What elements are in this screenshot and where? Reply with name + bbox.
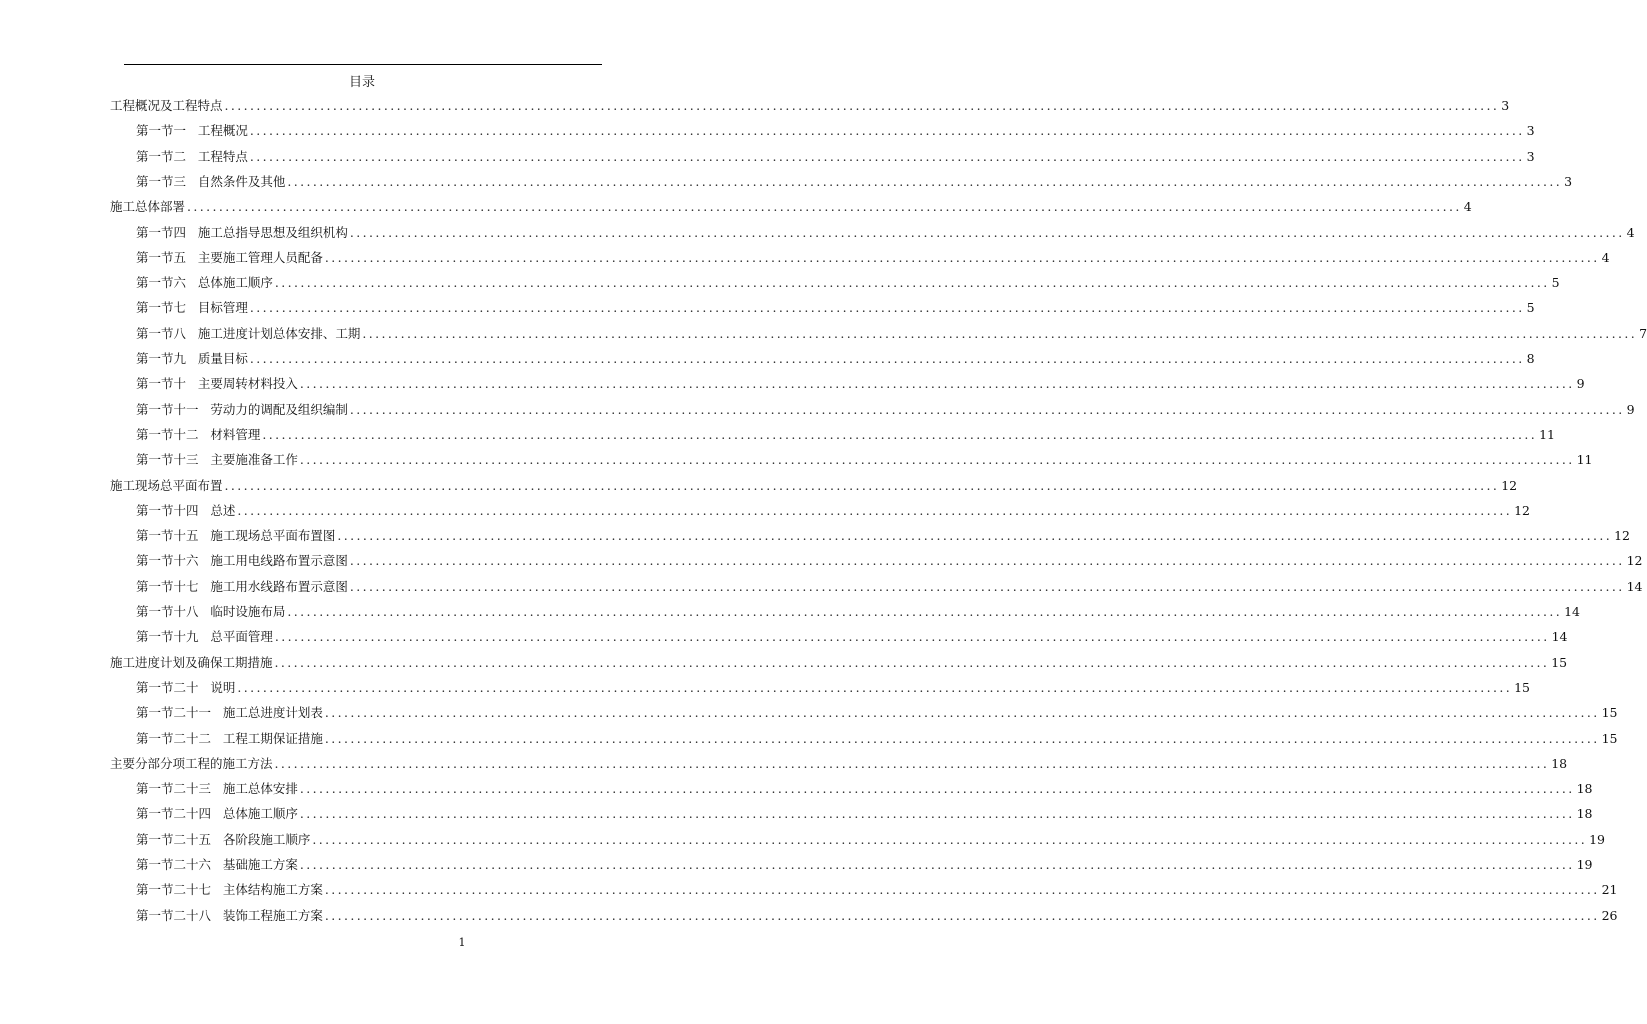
toc-section-entry[interactable] bbox=[136, 394, 1635, 418]
toc-section-entry[interactable] bbox=[136, 723, 1618, 747]
toc-dot-leader: ........................................................................................................................................................................................................ bbox=[249, 300, 1525, 316]
toc-entry-label: 第一节二十 说明 bbox=[136, 679, 236, 695]
toc-dot-leader: ........................................................................................................................................................................................................ bbox=[274, 275, 1550, 291]
toc-dot-leader: ........................................................................................................................................................................................................ bbox=[324, 730, 1600, 746]
toc-entry-label: 第一节十六 施工用电线路布置示意图 bbox=[136, 553, 348, 569]
toc-entry-page: 7 bbox=[1639, 325, 1647, 341]
toc-entry-page: 15 bbox=[1601, 730, 1618, 746]
toc-entry-page: 8 bbox=[1526, 351, 1535, 366]
toc-entry-label: 第一节十五 施工现场总平面布置图 bbox=[136, 528, 336, 544]
toc-entry-label: 第一节一 工程概况 bbox=[136, 123, 248, 139]
header-rule bbox=[124, 64, 602, 65]
toc-dot-leader: ........................................................................................................................................................................................................ bbox=[349, 401, 1625, 417]
toc-entry-page: 14 bbox=[1551, 629, 1568, 645]
toc-entry-label: 第一节十一 劳动力的调配及组织编制 bbox=[136, 401, 348, 417]
toc-entry-page: 11 bbox=[1539, 426, 1556, 442]
toc-section-entry[interactable] bbox=[136, 773, 1593, 797]
toc-entry-label: 工程概况及工程特点 bbox=[110, 98, 223, 113]
toc-dot-leader: ........................................................................................................................................................................................................ bbox=[287, 173, 1563, 189]
toc-entry-page: 4 bbox=[1601, 249, 1610, 265]
toc-entry-page: 3 bbox=[1526, 148, 1535, 164]
toc-entry-page: 3 bbox=[1501, 98, 1510, 113]
page-number: 1 bbox=[458, 936, 466, 949]
toc-entry-label: 第一节十七 施工用水线路布置示意图 bbox=[136, 578, 348, 594]
toc-section-entry[interactable] bbox=[136, 318, 1647, 342]
toc-entry-label: 第一节九 质量目标 bbox=[136, 351, 248, 366]
toc-section-entry[interactable] bbox=[136, 621, 1568, 645]
toc-entry-page: 19 bbox=[1589, 831, 1606, 847]
toc-dot-leader: ........................................................................................................................................................................................................ bbox=[299, 452, 1575, 468]
toc-entry-page: 18 bbox=[1576, 806, 1593, 822]
toc-section-entry[interactable] bbox=[136, 242, 1610, 266]
toc-dot-leader: ........................................................................................................................................................................................................ bbox=[224, 98, 1500, 113]
toc-entry-label: 第一节二十七 主体结构施工方案 bbox=[136, 882, 323, 898]
toc-section-entry[interactable] bbox=[136, 596, 1581, 620]
toc-section-entry[interactable] bbox=[136, 419, 1556, 443]
toc-entry-page: 9 bbox=[1576, 376, 1585, 392]
toc-entry-page: 3 bbox=[1526, 123, 1535, 139]
toc-section-entry[interactable] bbox=[136, 115, 1535, 139]
toc-dot-leader: ........................................................................................................................................................................................................ bbox=[237, 502, 1513, 518]
toc-dot-leader: ........................................................................................................................................................................................................ bbox=[324, 907, 1600, 923]
toc-entry-page: 18 bbox=[1551, 755, 1568, 771]
toc-entry-page: 19 bbox=[1576, 857, 1593, 872]
toc-dot-leader: ........................................................................................................................................................................................................ bbox=[362, 325, 1638, 341]
toc-dot-leader: ........................................................................................................................................................................................................ bbox=[224, 477, 1500, 493]
toc-dot-leader: ........................................................................................................................................................................................................ bbox=[324, 249, 1600, 265]
toc-section-entry[interactable] bbox=[136, 343, 1535, 367]
toc-entry-page: 12 bbox=[1614, 528, 1631, 544]
toc-dot-leader: ........................................................................................................................................................................................................ bbox=[287, 604, 1563, 619]
toc-entry-label: 第一节八 施工进度计划总体安排、工期 bbox=[136, 325, 361, 341]
toc-dot-leader: ........................................................................................................................................................................................................ bbox=[262, 426, 1538, 442]
toc-entry-label: 第一节十三 主要施准备工作 bbox=[136, 452, 298, 468]
toc-section-entry[interactable] bbox=[136, 545, 1643, 569]
toc-entry-page: 18 bbox=[1576, 781, 1593, 797]
toc-dot-leader: ........................................................................................................................................................................................................ bbox=[299, 781, 1575, 797]
toc-entry-label: 第一节十八 临时设施布局 bbox=[136, 604, 286, 619]
toc-section-entry[interactable] bbox=[136, 166, 1573, 190]
toc-entry-page: 9 bbox=[1626, 401, 1635, 417]
toc-entry-label: 第一节五 主要施工管理人员配备 bbox=[136, 249, 323, 265]
toc-section-entry[interactable] bbox=[136, 444, 1593, 468]
toc-dot-leader: ........................................................................................................................................................................................................ bbox=[337, 528, 1613, 544]
toc-entry-label: 第一节二 工程特点 bbox=[136, 148, 248, 164]
toc-entry-label: 第一节二十八 装饰工程施工方案 bbox=[136, 907, 323, 923]
toc-entry-page: 15 bbox=[1551, 654, 1568, 670]
toc-section-entry[interactable] bbox=[136, 267, 1560, 291]
toc-entry-page: 21 bbox=[1601, 882, 1618, 898]
toc-section-entry[interactable] bbox=[136, 217, 1635, 241]
toc-entry-label: 第一节十四 总述 bbox=[136, 502, 236, 518]
toc-dot-leader: ........................................................................................................................................................................................................ bbox=[274, 755, 1550, 771]
toc-entry-label: 施工总体部署 bbox=[110, 199, 186, 215]
toc-entry-label: 第一节十 主要周转材料投入 bbox=[136, 376, 298, 392]
toc-dot-leader: ........................................................................................................................................................................................................ bbox=[349, 578, 1625, 594]
toc-entry-page: 5 bbox=[1526, 300, 1535, 316]
toc-section-entry[interactable] bbox=[136, 571, 1643, 595]
toc-section-entry[interactable] bbox=[136, 849, 1593, 873]
toc-entry-page: 12 bbox=[1626, 553, 1643, 569]
toc-entry-label: 第一节二十六 基础施工方案 bbox=[136, 857, 298, 872]
toc-entry-page: 11 bbox=[1576, 452, 1593, 468]
toc-chapter-entry[interactable] bbox=[110, 191, 1472, 215]
toc-entry-page: 14 bbox=[1564, 604, 1581, 619]
toc-dot-leader: ........................................................................................................................................................................................................ bbox=[249, 123, 1525, 139]
toc-section-entry[interactable] bbox=[136, 495, 1531, 519]
toc-entry-label: 施工进度计划及确保工期措施 bbox=[110, 654, 273, 670]
toc-entry-page: 15 bbox=[1601, 705, 1618, 721]
toc-entry-page: 12 bbox=[1501, 477, 1518, 493]
toc-entry-label: 第一节三 自然条件及其他 bbox=[136, 173, 286, 189]
toc-dot-leader: ........................................................................................................................................................................................................ bbox=[324, 882, 1600, 898]
toc-dot-leader: ........................................................................................................................................................................................................ bbox=[299, 806, 1575, 822]
toc-entry-label: 第一节二十二 工程工期保证措施 bbox=[136, 730, 323, 746]
toc-dot-leader: ........................................................................................................................................................................................................ bbox=[249, 351, 1525, 366]
toc-entry-label: 第一节二十三 施工总体安排 bbox=[136, 781, 298, 797]
toc-entry-page: 3 bbox=[1564, 173, 1573, 189]
toc-dot-leader: ........................................................................................................................................................................................................ bbox=[249, 148, 1525, 164]
toc-entry-label: 第一节二十四 总体施工顺序 bbox=[136, 806, 298, 822]
toc-chapter-entry[interactable] bbox=[110, 748, 1568, 772]
toc-dot-leader: ........................................................................................................................................................................................................ bbox=[324, 705, 1600, 721]
toc-entry-label: 第一节六 总体施工顺序 bbox=[136, 275, 273, 291]
toc-dot-leader: ........................................................................................................................................................................................................ bbox=[237, 679, 1513, 695]
toc-entry-page: 26 bbox=[1601, 907, 1618, 923]
toc-dot-leader: ........................................................................................................................................................................................................ bbox=[187, 199, 1462, 215]
toc-entry-page: 12 bbox=[1514, 502, 1531, 518]
toc-chapter-entry[interactable] bbox=[110, 647, 1568, 671]
toc-section-entry[interactable] bbox=[136, 141, 1535, 165]
toc-section-entry[interactable] bbox=[136, 292, 1535, 316]
toc-section-entry[interactable] bbox=[136, 672, 1531, 696]
toc-entry-page: 5 bbox=[1551, 275, 1560, 291]
toc-section-entry[interactable] bbox=[136, 368, 1585, 392]
toc-entry-page: 14 bbox=[1626, 578, 1643, 594]
toc-dot-leader: ........................................................................................................................................................................................................ bbox=[299, 376, 1575, 392]
toc-chapter-entry[interactable] bbox=[110, 90, 1510, 114]
toc-section-entry[interactable] bbox=[136, 697, 1618, 721]
toc-title: 目录 bbox=[348, 75, 375, 90]
toc-section-entry[interactable] bbox=[136, 798, 1593, 822]
toc-entry-label: 施工现场总平面布置 bbox=[110, 477, 223, 493]
toc-dot-leader: ........................................................................................................................................................................................................ bbox=[349, 553, 1625, 569]
toc-dot-leader: ........................................................................................................................................................................................................ bbox=[274, 654, 1550, 670]
toc-dot-leader: ........................................................................................................................................................................................................ bbox=[349, 224, 1625, 240]
toc-entry-page: 4 bbox=[1463, 199, 1472, 215]
toc-entry-label: 第一节十二 材料管理 bbox=[136, 426, 261, 442]
toc-entry-label: 第一节二十一 施工总进度计划表 bbox=[136, 705, 323, 721]
toc-dot-leader: ........................................................................................................................................................................................................ bbox=[312, 831, 1588, 847]
toc-dot-leader: ........................................................................................................................................................................................................ bbox=[274, 629, 1550, 645]
toc-section-entry[interactable] bbox=[136, 900, 1618, 924]
toc-section-entry[interactable] bbox=[136, 824, 1606, 848]
toc-entry-page: 4 bbox=[1626, 224, 1635, 240]
toc-dot-leader: ........................................................................................................................................................................................................ bbox=[299, 857, 1575, 872]
toc-chapter-entry[interactable] bbox=[110, 470, 1518, 494]
toc-entry-label: 第一节十九 总平面管理 bbox=[136, 629, 273, 645]
toc-entry-label: 第一节四 施工总指导思想及组织机构 bbox=[136, 224, 348, 240]
toc-entry-label: 主要分部分项工程的施工方法 bbox=[110, 755, 273, 771]
toc-section-entry[interactable] bbox=[136, 874, 1618, 898]
toc-section-entry[interactable] bbox=[136, 520, 1631, 544]
toc-entry-label: 第一节二十五 各阶段施工顺序 bbox=[136, 831, 311, 847]
toc-entry-page: 15 bbox=[1514, 679, 1531, 695]
toc-entry-label: 第一节七 目标管理 bbox=[136, 300, 248, 316]
